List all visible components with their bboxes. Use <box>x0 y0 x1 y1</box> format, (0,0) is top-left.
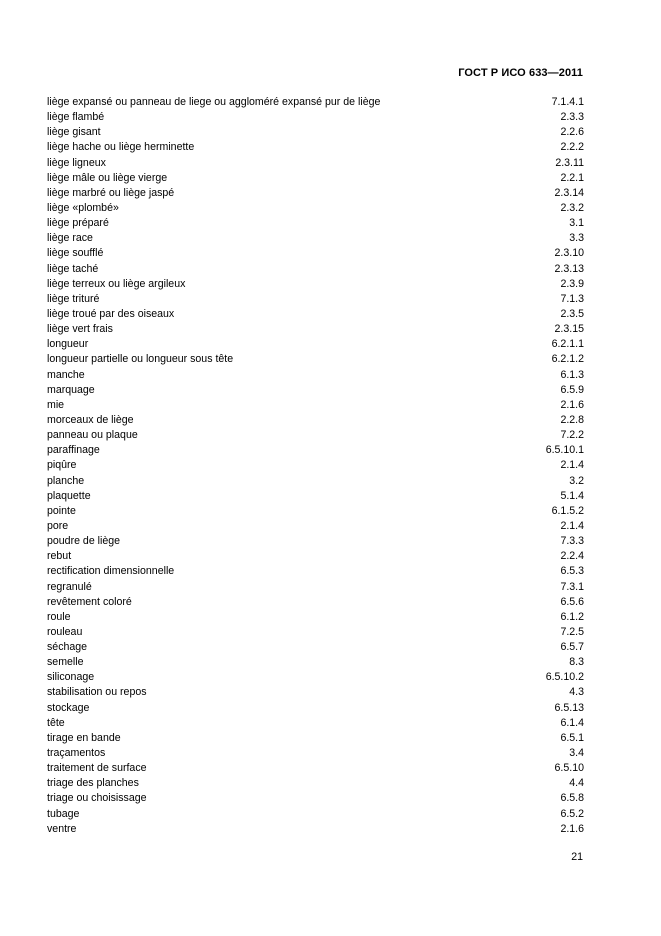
index-reference: 7.1.3 <box>560 292 584 305</box>
index-entry <box>47 474 584 489</box>
index-reference: 2.3.2 <box>560 201 584 214</box>
index-reference: 6.5.13 <box>554 701 584 714</box>
index-entry <box>47 352 584 367</box>
index-entry <box>47 398 584 413</box>
index-entry <box>47 216 584 231</box>
index-term: liège taché <box>47 262 99 275</box>
index-term: liège terreux ou liège argileux <box>47 277 186 290</box>
index-term: revêtement coloré <box>47 595 132 608</box>
index-entry <box>47 716 584 731</box>
index-reference: 2.2.4 <box>560 550 584 563</box>
index-entry <box>47 201 584 216</box>
index-reference: 2.3.13 <box>554 262 584 275</box>
index-entry <box>47 277 584 292</box>
alphabetical-index <box>47 95 584 837</box>
index-term: triage des planches <box>47 777 139 790</box>
index-term: liège mâle ou liège vierge <box>47 171 168 184</box>
index-reference: 6.5.6 <box>560 595 584 608</box>
index-term: liège flambé <box>47 111 105 124</box>
index-entry <box>47 156 584 171</box>
index-reference: 6.5.10.2 <box>545 671 584 684</box>
index-entry <box>47 701 584 716</box>
index-reference: 7.1.4.1 <box>551 96 584 108</box>
index-term: roule <box>47 610 71 623</box>
index-reference: 2.3.15 <box>554 323 584 336</box>
index-entry <box>47 549 584 564</box>
index-reference: 6.5.3 <box>560 565 584 578</box>
index-term: liège trituré <box>47 292 100 305</box>
index-term: semelle <box>47 656 84 669</box>
index-term: longueur partielle ou longueur sous tête <box>47 353 234 366</box>
index-term: liège soufflé <box>47 247 104 260</box>
index-reference: 6.1.5.2 <box>551 504 584 517</box>
index-reference: 6.2.1.1 <box>551 338 584 351</box>
index-term: stabilisation ou repos <box>47 686 147 699</box>
index-term: regranulé <box>47 580 92 593</box>
index-entry <box>47 580 584 595</box>
index-reference: 4.4 <box>569 777 584 790</box>
index-entry <box>47 292 584 307</box>
index-reference: 2.2.6 <box>560 126 584 139</box>
index-entry <box>47 504 584 519</box>
index-entry <box>47 140 584 155</box>
index-entry <box>47 807 584 822</box>
index-term: marquage <box>47 383 95 396</box>
index-term: pointe <box>47 504 76 517</box>
document-header: ГОСТ Р ИСО 633—2011 <box>458 67 583 79</box>
index-reference: 6.5.10.1 <box>545 444 584 457</box>
index-reference: 6.5.2 <box>560 807 584 820</box>
index-term: traitement de surface <box>47 762 147 775</box>
index-entry <box>47 564 584 579</box>
index-term: liège ligneux <box>47 156 106 169</box>
index-reference: 7.2.5 <box>560 625 584 638</box>
index-reference: 2.2.2 <box>560 141 584 154</box>
index-reference: 2.3.11 <box>555 156 584 169</box>
index-reference: 2.2.1 <box>560 171 584 184</box>
index-term: rouleau <box>47 625 83 638</box>
index-term: siliconage <box>47 671 95 684</box>
index-term: longueur <box>47 338 89 351</box>
index-entry <box>47 610 584 625</box>
index-term: triage ou choisissage <box>47 792 147 805</box>
index-term: liège hache ou liège herminette <box>47 141 195 154</box>
index-term: liège troué par des oiseaux <box>47 307 175 320</box>
index-reference: 3.3 <box>569 232 584 245</box>
index-term: liège expansé ou panneau de liege ou aggloméré expansé pur de liège <box>47 96 381 108</box>
index-reference: 4.3 <box>569 686 584 699</box>
index-term: paraffinage <box>47 444 100 457</box>
index-reference: 2.1.6 <box>560 822 584 835</box>
index-term: tête <box>47 716 65 729</box>
index-entry <box>47 791 584 806</box>
index-reference: 6.5.10 <box>554 762 584 775</box>
index-reference: 7.3.1 <box>560 580 584 593</box>
index-entry <box>47 731 584 746</box>
index-entry <box>47 231 584 246</box>
index-entry <box>47 761 584 776</box>
index-term: rebut <box>47 550 72 563</box>
index-entry <box>47 746 584 761</box>
index-entry <box>47 428 584 443</box>
index-entry <box>47 595 584 610</box>
index-entry <box>47 413 584 428</box>
index-entry <box>47 655 584 670</box>
index-reference: 3.2 <box>569 474 584 487</box>
index-term: rectification dimensionnelle <box>47 565 175 578</box>
index-term: plaquette <box>47 489 91 502</box>
index-term: piqûre <box>47 459 77 472</box>
index-reference: 2.2.8 <box>560 413 584 426</box>
index-reference: 2.3.10 <box>554 247 584 260</box>
index-entry <box>47 95 584 110</box>
index-term: traçamentos <box>47 747 106 760</box>
index-reference: 8.3 <box>569 656 584 669</box>
index-entry <box>47 337 584 352</box>
index-reference: 2.3.9 <box>560 277 584 290</box>
index-entry <box>47 640 584 655</box>
index-term: liège «plombé» <box>47 201 119 214</box>
index-reference: 6.5.7 <box>560 641 584 654</box>
index-reference: 2.1.4 <box>560 519 584 532</box>
index-reference: 7.3.3 <box>560 535 584 548</box>
index-term: tubage <box>47 807 80 820</box>
index-entry <box>47 125 584 140</box>
index-entry <box>47 625 584 640</box>
index-reference: 6.5.8 <box>560 792 584 805</box>
index-term: liège préparé <box>47 217 109 230</box>
index-term: tirage en bande <box>47 731 121 744</box>
index-reference: 2.3.3 <box>560 111 584 124</box>
page-number: 21 <box>571 851 583 863</box>
index-entry <box>47 685 584 700</box>
index-term: liège gisant <box>47 126 101 139</box>
index-entry <box>47 822 584 837</box>
index-term: planche <box>47 474 85 487</box>
index-reference: 6.1.3 <box>560 368 584 381</box>
index-reference: 2.1.4 <box>560 459 584 472</box>
index-reference: 6.5.9 <box>560 383 584 396</box>
index-reference: 6.2.1.2 <box>551 353 584 366</box>
index-reference: 2.3.14 <box>554 186 584 199</box>
index-reference: 6.5.1 <box>560 731 584 744</box>
index-entry <box>47 246 584 261</box>
index-term: pore <box>47 519 69 532</box>
index-entry <box>47 534 584 549</box>
index-entry <box>47 776 584 791</box>
index-reference: 3.1 <box>569 217 584 230</box>
index-term: séchage <box>47 641 88 654</box>
index-term: poudre de liège <box>47 535 121 548</box>
index-entry <box>47 110 584 125</box>
index-term: stockage <box>47 701 90 714</box>
index-entry <box>47 519 584 534</box>
index-term: panneau ou plaque <box>47 429 138 442</box>
index-entry <box>47 489 584 504</box>
index-entry <box>47 186 584 201</box>
index-entry <box>47 670 584 685</box>
index-entry <box>47 171 584 186</box>
index-reference: 6.1.4 <box>560 716 584 729</box>
index-term: mie <box>47 398 65 411</box>
index-term: morceaux de liège <box>47 413 134 426</box>
index-reference: 5.1.4 <box>560 489 584 502</box>
index-entry <box>47 322 584 337</box>
index-entry <box>47 262 584 277</box>
index-term: liège marbré ou liège jaspé <box>47 186 175 199</box>
index-reference: 7.2.2 <box>560 429 584 442</box>
index-reference: 6.1.2 <box>560 610 584 623</box>
index-entry <box>47 307 584 322</box>
index-reference: 3.4 <box>569 747 584 760</box>
index-reference: 2.3.5 <box>560 307 584 320</box>
index-reference: 2.1.6 <box>560 398 584 411</box>
index-term: ventre <box>47 822 77 835</box>
index-term: manche <box>47 368 85 381</box>
index-entry <box>47 383 584 398</box>
index-term: liège vert frais <box>47 323 113 336</box>
index-term: liège race <box>47 232 93 245</box>
index-entry <box>47 443 584 458</box>
index-entry <box>47 458 584 473</box>
index-entry <box>47 368 584 383</box>
